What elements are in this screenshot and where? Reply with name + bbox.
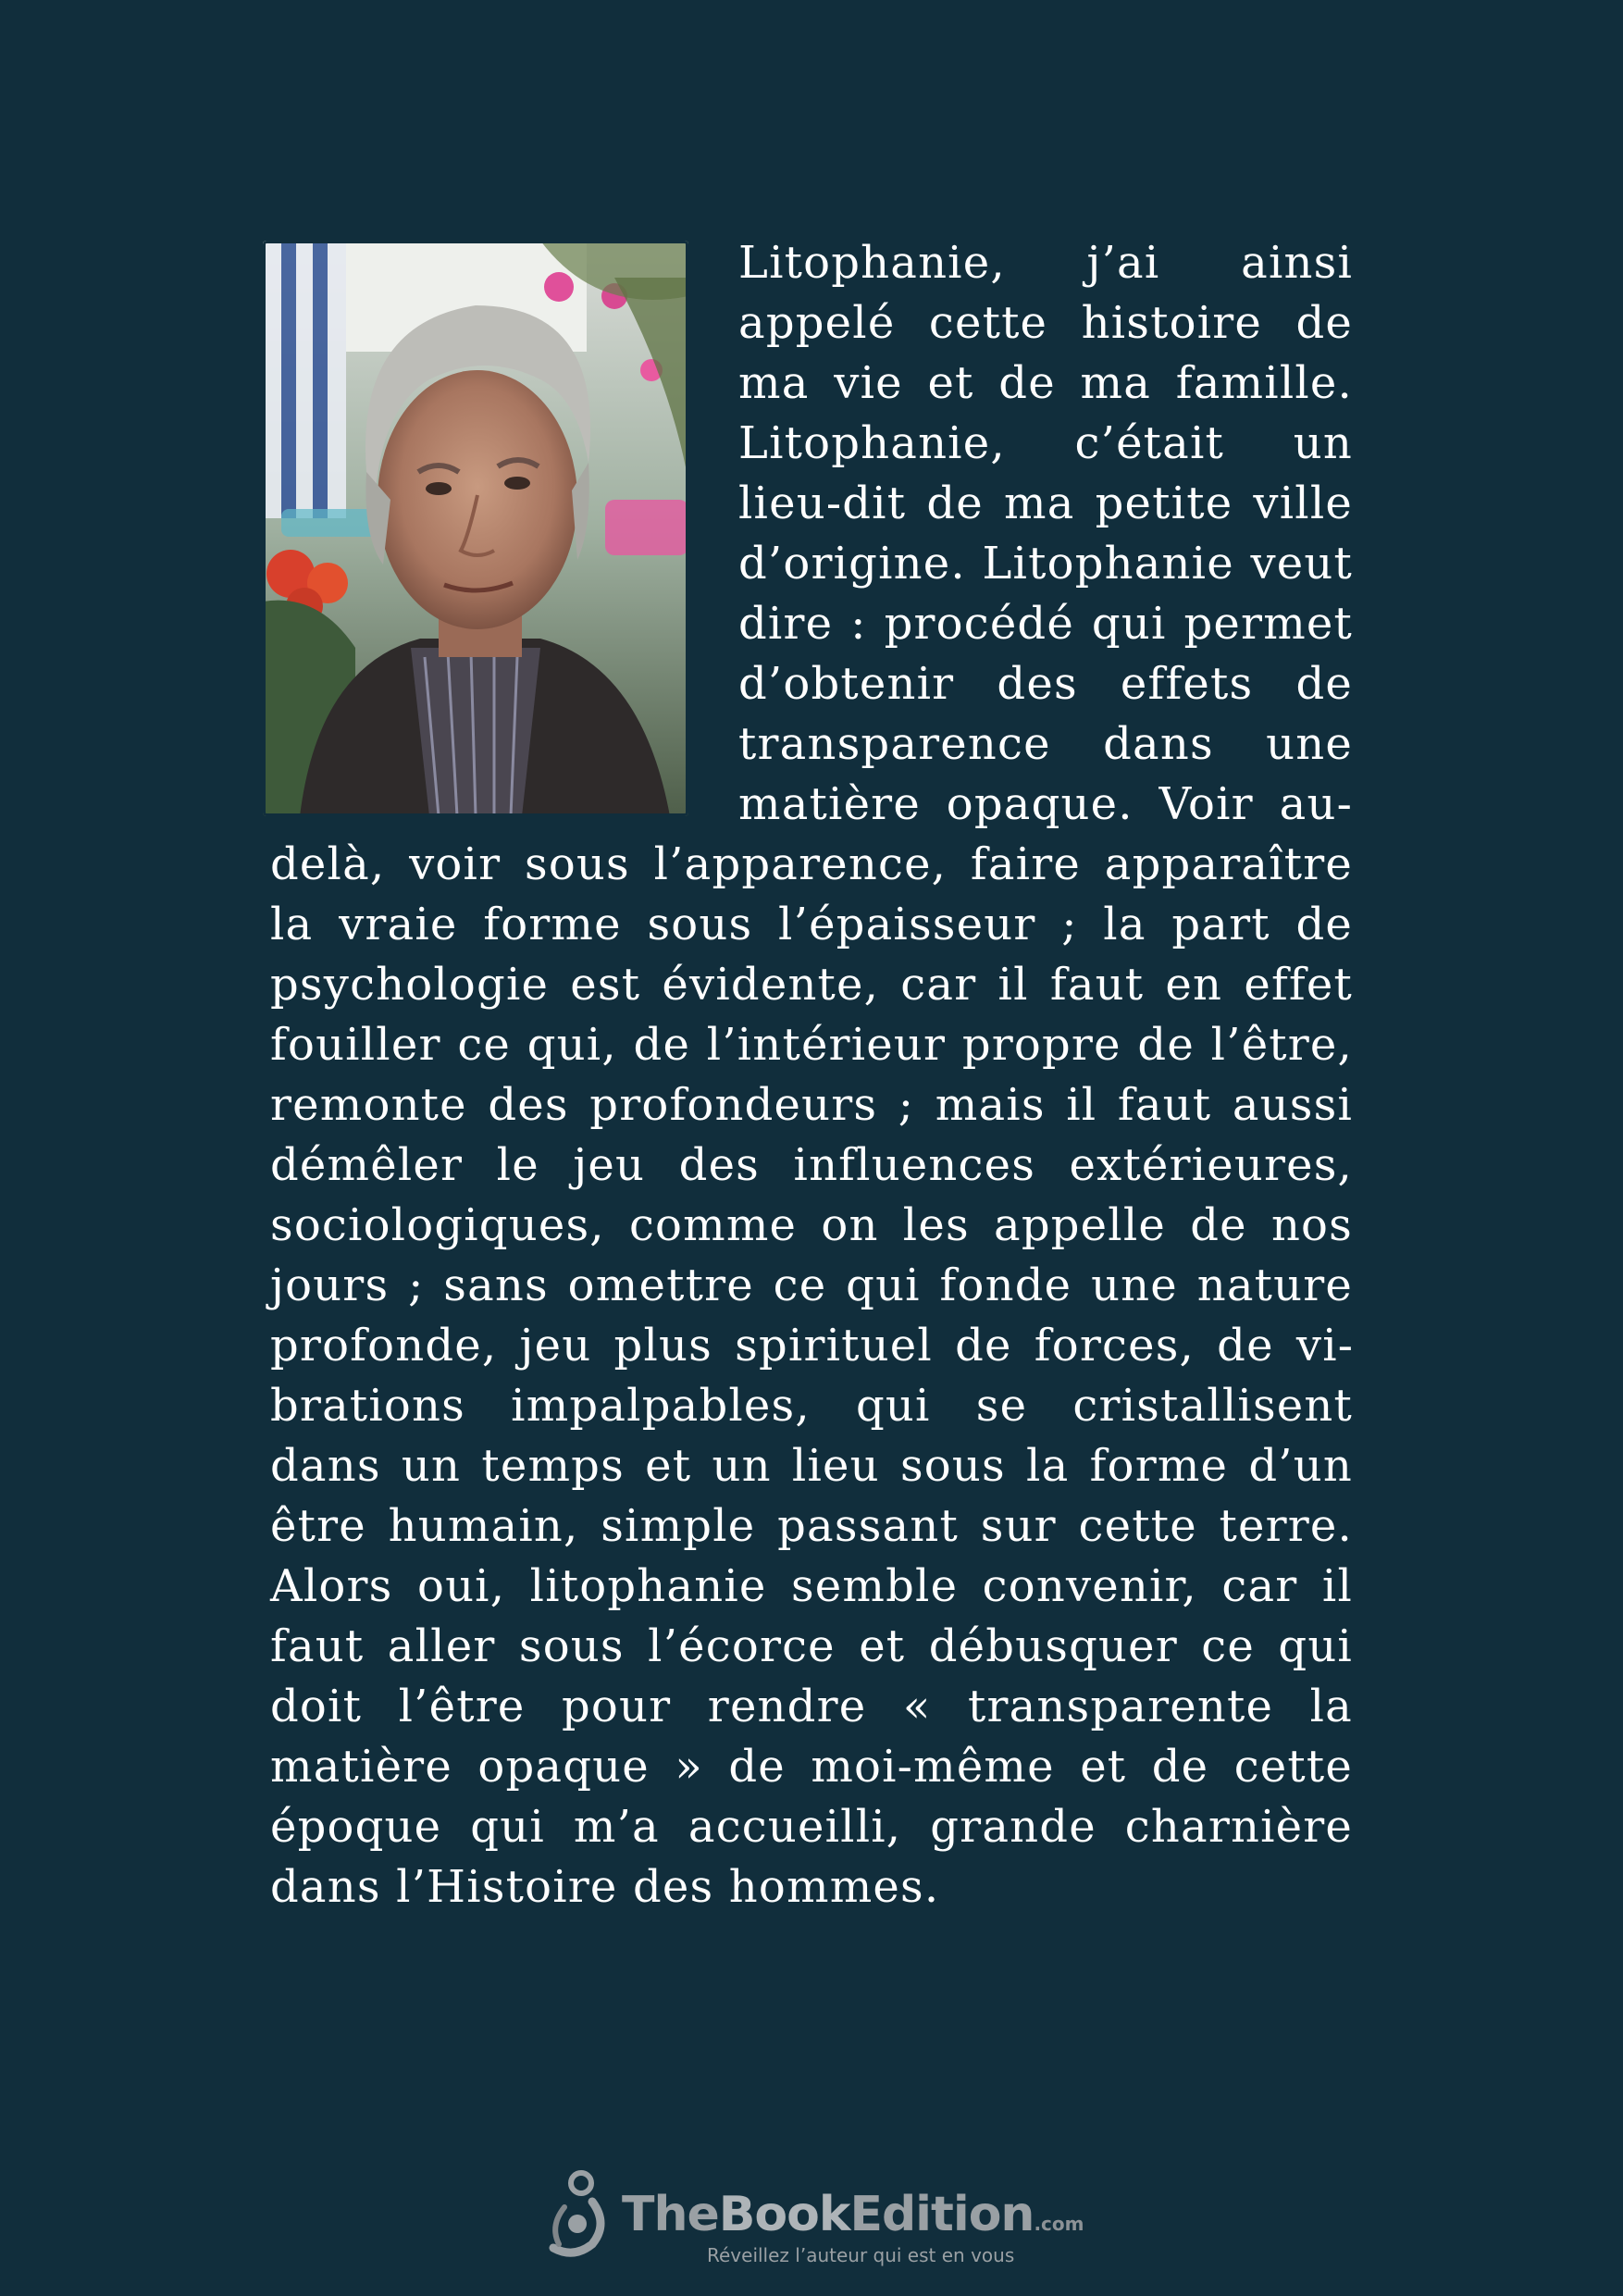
publisher-tagline: Réveillez l’auteur qui est en vous	[707, 2244, 1015, 2266]
author-portrait-icon	[263, 241, 688, 816]
publisher-name-the: The	[622, 2187, 719, 2242]
publisher-name-book: Book	[718, 2187, 850, 2242]
publisher-logo[interactable]	[537, 2170, 1092, 2272]
publisher-name	[622, 2187, 1084, 2242]
author-portrait-photo	[263, 241, 688, 816]
back-cover-paragraph: Litophanie, j’ai ainsi appelé cette histoire de ma vie et de ma famille. Litophanie, c’était un lieu-dit de ma petite ville d’origine. Litophanie veut dire : procédé qui permet d’obtenir des effets de transparence dans une matière opaque. Voir au-delà, voir sous l’apparence, faire apparaître la vraie forme sous l’épaisseur ; la part de psychologie est évidente, car il faut en effet fouiller ce qui, de l’intérieur propre de l’être, remonte des profondeurs ; mais il faut aussi démêler le jeu des influences extérieures, sociologiques, comme on les appelle de nos jours ; sans omettre ce qui fonde une nature profonde, jeu plus spirituel de forces, de vibrations impalpables, qui se cristallisent dans un temps et un lieu sous la forme d’un être humain, simple passant sur cette terre. Alors oui, litophanie semble convenir, car il faut aller sous l’écorce et débusquer ce qui doit l’être pour rendre « transparente la matière opaque » de moi-même et de cette époque qui m’a accueilli, grande charnière dans l’Histoire des hommes.	[270, 237, 1353, 1913]
thebookedition-logo-icon	[537, 2170, 613, 2259]
publisher-name-edition: Edition	[849, 2187, 1035, 2242]
back-cover-text-block	[270, 233, 1353, 1917]
publisher-name-com: .com	[1034, 2213, 1084, 2235]
